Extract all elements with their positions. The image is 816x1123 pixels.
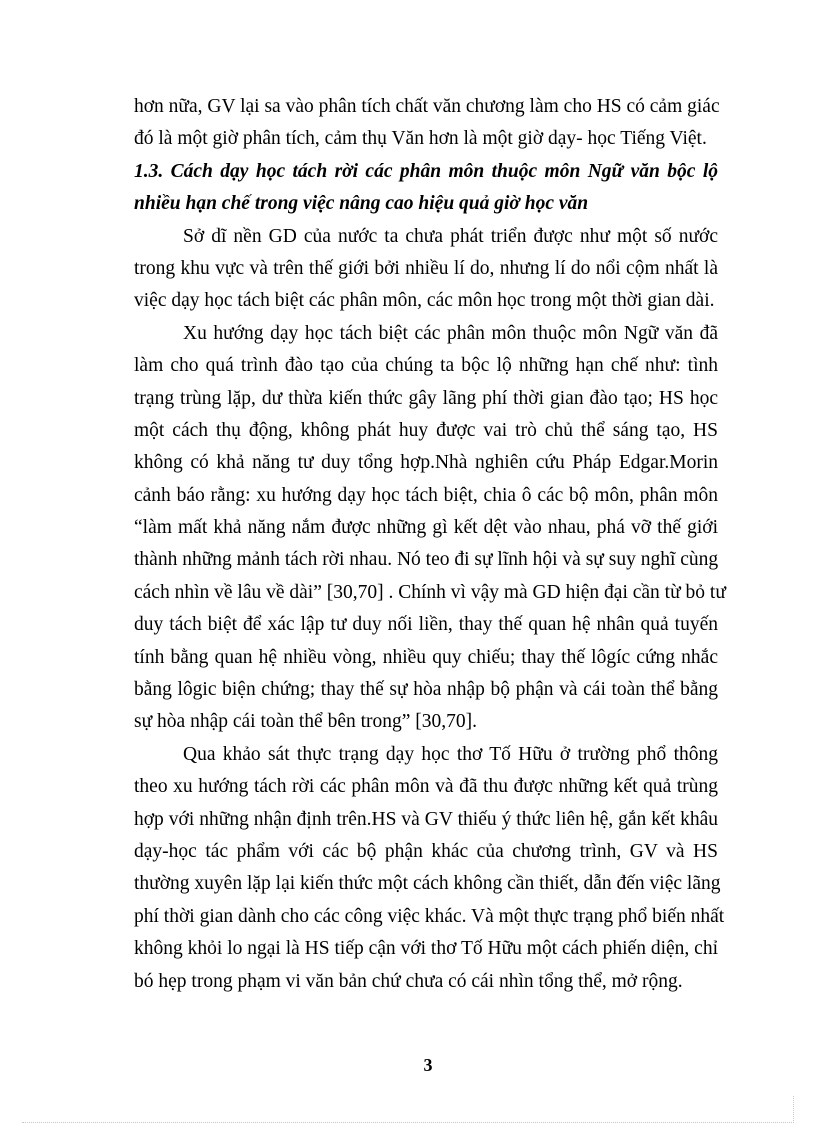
text-line: không có khả năng tư duy tổng hợp.Nhà nghiên cứu Pháp Edgar.Morin (134, 452, 718, 474)
text-line: sự hòa nhập cái toàn thể bên trong” [30,70]. (134, 711, 478, 733)
paragraph-3 (134, 739, 725, 998)
text-line: bó hẹp trong phạm vi văn bản chứ chưa có cái nhìn tổng thể, mở rộng. (134, 970, 683, 992)
heading-line: nhiều hạn chế trong việc nâng cao hiệu quả giờ học văn (134, 193, 589, 215)
text-line: theo xu hướng tách rời các phân môn và đã thu được những kết quả trùng (134, 776, 718, 798)
page-number: 3 (423, 1055, 433, 1075)
text-line: đó là một giờ phân tích, cảm thụ Văn hơn là một giờ dạy- học Tiếng Việt. (134, 128, 707, 150)
text-line: dạy-học tác phẩm với các bộ phận khác của chương trình, GV và HS (134, 840, 718, 862)
text-line: duy tách biệt để xác lập tư duy nối liền, thay thế quan hệ nhân quả tuyến (134, 614, 718, 636)
paragraph-1 (134, 221, 718, 318)
text-line: Qua khảo sát thực trạng dạy học thơ Tố Hữu ở trường phổ thông (183, 743, 718, 765)
text-line: bằng lôgic biện chứng; thay thế sự hòa nhập bộ phận và cái toàn thể bằng (134, 679, 718, 701)
text-line: cách nhìn về lâu về dài” [30,70] . Chính vì vậy mà GD hiện đại cần từ bỏ tư (134, 581, 726, 603)
paragraph-2 (134, 318, 726, 739)
heading-line: 1.3. Cách dạy học tách rời các phân môn thuộc môn Ngữ văn bộc lộ (134, 160, 718, 182)
text-line: “làm mất khả năng nắm được những gì kết dệt vào nhau, phá vỡ thế giới (134, 517, 718, 539)
text-line: tính bằng quan hệ nhiều vòng, nhiều quy chiếu; thay thế lôgíc cứng nhắc (134, 646, 718, 668)
body-text (134, 91, 726, 998)
text-line: trạng trùng lặp, dư thừa kiến thức gây lãng phí thời gian đào tạo; HS học (134, 387, 718, 409)
text-line: hợp với những nhận định trên.HS và GV thiếu ý thức liên hệ, gắn kết khâu (134, 808, 718, 830)
text-line: cảnh báo rằng: xu hướng dạy học tách biệt, chia ô các bộ môn, phân môn (134, 484, 718, 506)
text-line: trong khu vực và trên thế giới bởi nhiều lí do, nhưng lí do nổi cộm nhất là (134, 257, 718, 279)
text-line: không khỏi lo ngại là HS tiếp cận với thơ Tố Hữu một cách phiến diện, chỉ (134, 938, 718, 960)
text-line: làm cho quá trình đào tạo của chúng ta bộc lộ những hạn chế như: tình (134, 355, 718, 377)
page-right-divider (793, 1096, 794, 1123)
section-heading (134, 156, 718, 221)
continuation-paragraph (134, 91, 718, 156)
text-line: Sở dĩ nền GD của nước ta chưa phát triển được như một số nước (183, 225, 718, 247)
text-line: phí thời gian dành cho các công việc khác. Và một thực trạng phổ biến nhất (134, 905, 725, 927)
text-line: việc dạy học tách biệt các phân môn, các môn học trong một thời gian dài. (134, 290, 715, 312)
text-line: thành những mảnh tách rời nhau. Nó teo đi sự lĩnh hội và sự suy nghĩ cùng (134, 549, 719, 571)
text-line: hơn nữa, GV lại sa vào phân tích chất văn chương làm cho HS có cảm giác (134, 96, 720, 117)
text-line: Xu hướng dạy học tách biệt các phân môn thuộc môn Ngữ văn đã (183, 322, 718, 344)
text-line: một cách thụ động, không phát huy được vai trò chủ thể sáng tạo, HS (134, 419, 718, 441)
text-line: thường xuyên lặp lại kiến thức một cách không cần thiết, dẫn đến việc lãng (134, 873, 721, 895)
